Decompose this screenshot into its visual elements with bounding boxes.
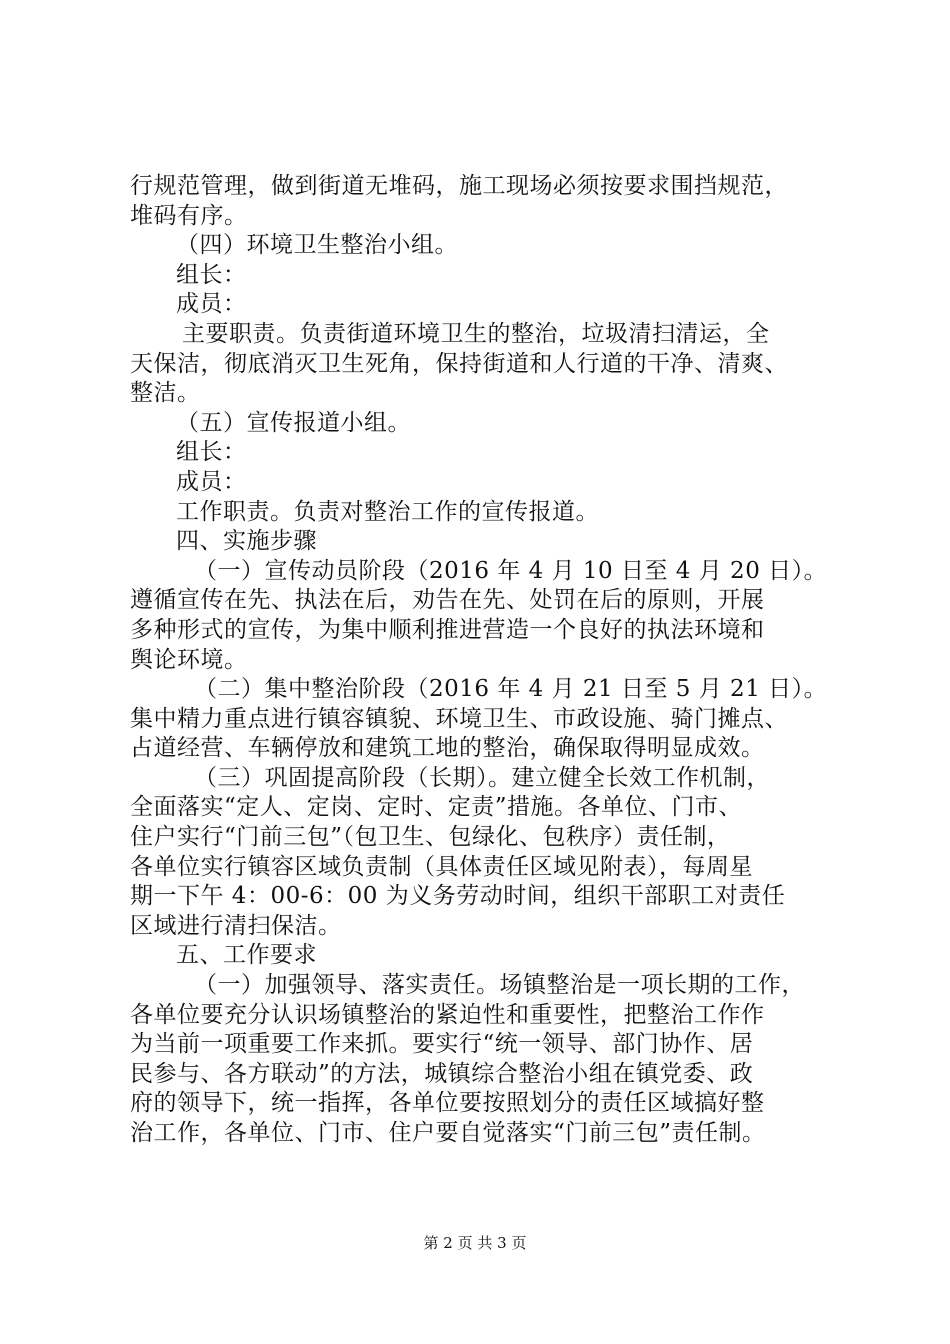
body-line: （一）加强领导、落实责任。场镇整治是一项长期的工作， — [194, 972, 805, 999]
body-line: 主要职责。负责街道环境卫生的整治，垃圾清扫清运，全 — [182, 320, 770, 347]
leader-field: 组长： — [176, 439, 247, 466]
body-line: 天保洁，彻底消灭卫生死角，保持街道和人行道的干净、清爽、 — [130, 350, 788, 377]
body-line: 民参与、各方联动”的方法，城镇综合整治小组在镇党委、政 — [130, 1060, 754, 1087]
document-body — [130, 172, 830, 1149]
body-line: （二）集中整治阶段（2016 年 4 月 21 日至 5 月 21 日）。 — [194, 676, 828, 703]
body-line: 集中精力重点进行镇容镇貌、环境卫生、市政设施、骑门摊点、 — [130, 705, 788, 732]
body-line: （三）巩固提高阶段（长期）。建立健全长效工作机制， — [194, 764, 770, 791]
body-line: 治工作，各单位、门市、住户要自觉落实“门前三包”责任制。 — [130, 1120, 766, 1146]
body-line: 府的领导下，统一指挥，各单位要按照划分的责任区域搞好整 — [130, 1090, 765, 1117]
section-heading: 四、实施步骤 — [176, 528, 317, 555]
body-line: 住户实行“门前三包”（包卫生、包绿化、包秩序）责任制， — [130, 824, 731, 851]
body-line: 各单位要充分认识场镇整治的紧迫性和重要性，把整治工作作 — [130, 1001, 765, 1028]
body-line: 整洁。 — [130, 380, 201, 407]
body-line: 期一下午 4：00-6：00 为义务劳动时间，组织干部职工对责任 — [130, 883, 786, 910]
section-heading: （五）宣传报道小组。 — [176, 409, 411, 436]
members-field: 成员： — [176, 468, 247, 495]
body-line: 为当前一项重要工作来抓。要实行“统一领导、部门协作、居 — [130, 1031, 754, 1058]
members-field: 成员： — [176, 291, 247, 318]
section-heading: （四）环境卫生整治小组。 — [176, 232, 458, 259]
body-line: （一）宣传动员阶段（2016 年 4 月 10 日至 4 月 20 日）。 — [194, 557, 828, 584]
body-line: 多种形式的宣传，为集中顺利推进营造一个良好的执法环境和 — [130, 616, 765, 643]
leader-field: 组长： — [176, 261, 247, 288]
body-line: 遵循宣传在先、执法在后，劝告在先、处罚在后的原则，开展 — [130, 587, 765, 614]
page-number-footer: 第 2 页 共 3 页 — [423, 1234, 527, 1252]
body-line: 占道经营、车辆停放和建筑工地的整治，确保取得明显成效。 — [130, 735, 765, 762]
body-line: 行规范管理，做到街道无堆码，施工现场必须按要求围挡规范， — [130, 173, 788, 199]
body-line: 堆码有序。 — [130, 202, 248, 229]
body-line: 区域进行清扫保洁。 — [130, 912, 342, 939]
body-line: 舆论环境。 — [130, 646, 248, 673]
body-line: 工作职责。负责对整治工作的宣传报道。 — [176, 498, 599, 525]
body-line: 各单位实行镇容区域负责制（具体责任区域见附表），每周星 — [130, 853, 753, 880]
section-heading: 五、工作要求 — [176, 942, 317, 969]
body-line: 全面落实“定人、定岗、定时、定责”措施。各单位、门市、 — [130, 794, 743, 821]
